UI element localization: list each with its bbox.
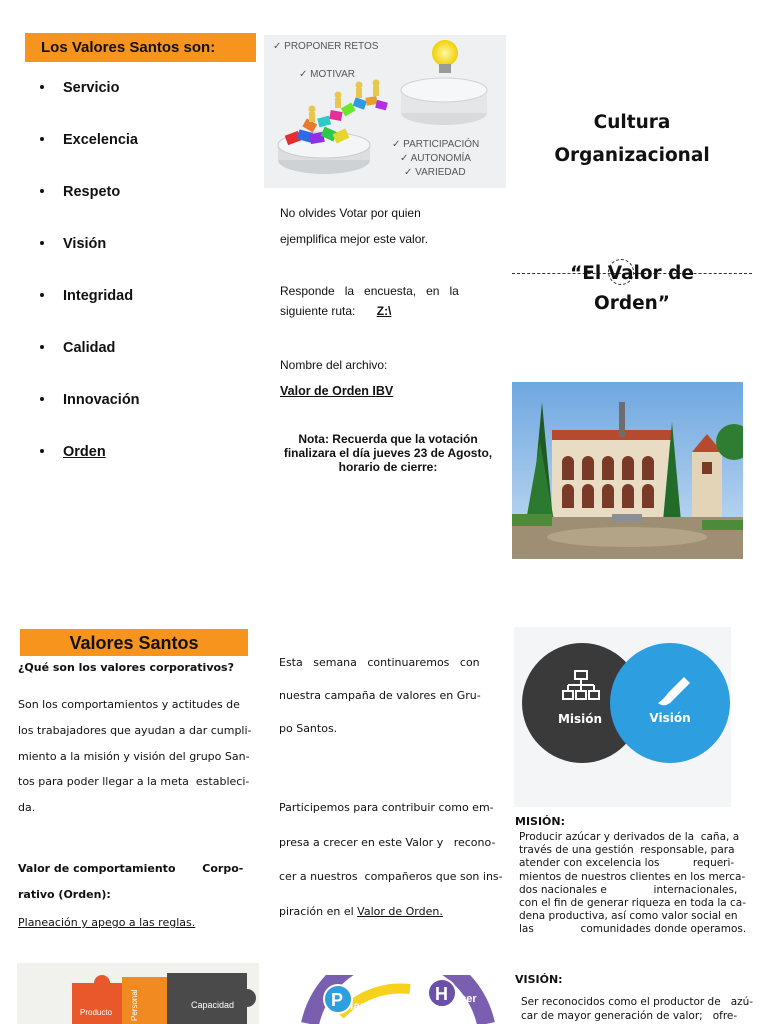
subtitle-line: “El Valor de bbox=[570, 263, 694, 284]
values-list-title: Los Valores Santos son: bbox=[25, 33, 256, 62]
value-label: Visión bbox=[63, 236, 107, 252]
value-definition: Planeación y apego a las reglas. bbox=[18, 916, 196, 929]
list-item bbox=[40, 444, 240, 460]
participacion-label: ✓ PARTICIPACIÓN bbox=[392, 139, 480, 150]
list-item bbox=[40, 392, 240, 408]
value-label: Servicio bbox=[63, 80, 120, 96]
vote-line-2: ejemplifica mejor este valor. bbox=[280, 232, 429, 246]
paragraph-line: po Santos. bbox=[279, 722, 338, 735]
subtitle-line: Orden” bbox=[594, 293, 670, 314]
puzzle-people-image bbox=[264, 35, 506, 188]
motivar-label: ✓ MOTIVAR bbox=[299, 69, 355, 80]
participate-paragraph bbox=[279, 791, 503, 929]
list-item bbox=[40, 340, 240, 356]
mision-line: Producir azúcar y derivados de la caña, a bbox=[519, 831, 740, 843]
definition-paragraph bbox=[18, 692, 252, 821]
value-label: Orden bbox=[63, 444, 106, 460]
list-item bbox=[40, 80, 240, 96]
survey-line-1: Responde la encuesta, en la bbox=[280, 284, 459, 298]
pdca-illustration bbox=[300, 975, 496, 1024]
survey-line-2 bbox=[280, 304, 391, 318]
section-title: Valores Santos bbox=[20, 629, 248, 656]
value-label: Innovación bbox=[63, 392, 140, 408]
autonomia-label: ✓ AUTONOMÍA bbox=[400, 153, 471, 164]
note-line: finalizara el día jueves 23 de Agosto, bbox=[283, 446, 493, 460]
vote-note bbox=[276, 432, 500, 474]
planificar-label: lanificar bbox=[350, 999, 397, 1013]
paragraph-line: Son los comportamientos y actitudes de bbox=[18, 698, 240, 711]
mision-circle-label: Misión bbox=[557, 712, 603, 726]
paragraph-line: presa a crecer en este Valor y recono- bbox=[279, 835, 496, 849]
paragraph-line: Participemos para contribuir como em- bbox=[279, 801, 494, 814]
variedad-label: ✓ VARIEDAD bbox=[404, 167, 466, 178]
question-heading: ¿Qué son los valores corporativos? bbox=[18, 661, 234, 674]
file-name: Valor de Orden IBV bbox=[280, 384, 394, 398]
note-line: horario de cierre: bbox=[338, 460, 438, 474]
puzzle-pieces-image bbox=[17, 963, 259, 1024]
vision-line: Ser reconocidos como el productor de azú- bbox=[521, 996, 754, 1008]
heading-line: Organizacional bbox=[554, 145, 710, 166]
h-letter: H bbox=[435, 984, 448, 1004]
mision-line: dos nacionales e internacionales, bbox=[519, 883, 738, 896]
paragraph-line: cer a nuestros compañeros que son ins- bbox=[279, 870, 503, 883]
valor-orden-link: Valor de Orden. bbox=[357, 904, 443, 918]
capacidad-label: Capacidad bbox=[191, 1000, 235, 1010]
personal-label: Personal bbox=[130, 989, 139, 1021]
building-photo bbox=[512, 382, 743, 559]
note-line: Nota: Recuerda que la votación bbox=[298, 432, 478, 446]
proponer-label: ✓ PROPONER RETOS bbox=[273, 41, 379, 52]
vision-circle-label: Visión bbox=[649, 711, 691, 725]
pdca-cycle-image bbox=[300, 975, 496, 1024]
cover-heading bbox=[512, 106, 752, 172]
paragraph-line: Esta semana continuaremos con bbox=[279, 656, 480, 669]
list-item bbox=[40, 236, 240, 252]
value-heading-line: Valor de comportamiento Corpo- bbox=[18, 862, 244, 875]
vote-line-1: No olvides Votar por quien bbox=[280, 206, 421, 220]
mission-vision-circles bbox=[514, 627, 731, 807]
value-label: Integridad bbox=[63, 288, 134, 304]
value-label: Calidad bbox=[63, 340, 116, 356]
paragraph-line: piración en el Valor de Orden. bbox=[279, 904, 443, 918]
paragraph-line: miento a la misión y visión del grupo San- bbox=[18, 749, 250, 763]
file-label: Nombre del archivo: bbox=[280, 358, 388, 372]
p-letter: P bbox=[331, 990, 344, 1010]
vision-line: car de mayor generación de valor; ofre- bbox=[521, 1009, 738, 1022]
producto-label: Producto bbox=[80, 1008, 113, 1017]
survey-route-label: siguiente ruta: bbox=[280, 304, 356, 318]
paragraph-line: tos para poder llegar a la meta estableci- bbox=[18, 775, 250, 789]
mision-line: las comunidades donde operamos. bbox=[519, 923, 747, 936]
paragraph-line: nuestra campaña de valores en Gru- bbox=[279, 689, 481, 702]
vision-heading: VISIÓN: bbox=[515, 973, 563, 986]
mision-line: con el fin de generar riqueza en toda la ca- bbox=[519, 897, 747, 910]
list-item bbox=[40, 132, 240, 148]
mision-line: mientos de nuestros clientes en los merca- bbox=[519, 870, 746, 883]
puzzle-illustration bbox=[264, 35, 506, 188]
mision-line: través de una gestión responsable, para bbox=[519, 844, 735, 857]
value-heading-line: rativo (Orden): bbox=[18, 888, 111, 901]
value-label: Excelencia bbox=[63, 132, 138, 148]
puzzle-pieces-illustration bbox=[17, 963, 259, 1024]
value-label: Respeto bbox=[63, 184, 121, 200]
mission-vision-graphic bbox=[514, 627, 731, 807]
mision-text bbox=[519, 831, 746, 937]
paragraph-line: los trabajadores que ayudan a dar cumpli- bbox=[18, 723, 252, 737]
value-heading bbox=[18, 856, 243, 908]
vision-text bbox=[521, 996, 753, 1023]
list-item bbox=[40, 288, 240, 304]
list-item bbox=[40, 184, 240, 200]
heading-line: Cultura bbox=[593, 112, 671, 133]
mision-line: atender con excelencia los requeri- bbox=[519, 857, 735, 870]
hacer-label: acer bbox=[454, 993, 477, 1005]
paragraph-line: da. bbox=[18, 801, 36, 815]
mision-heading: MISIÓN: bbox=[515, 815, 566, 828]
mision-line: dena productiva, así como valor social en bbox=[519, 910, 738, 923]
campaign-paragraph bbox=[279, 646, 481, 745]
building-illustration bbox=[512, 382, 743, 559]
cover-subtitle bbox=[512, 259, 752, 319]
survey-path: Z:\ bbox=[376, 304, 392, 318]
